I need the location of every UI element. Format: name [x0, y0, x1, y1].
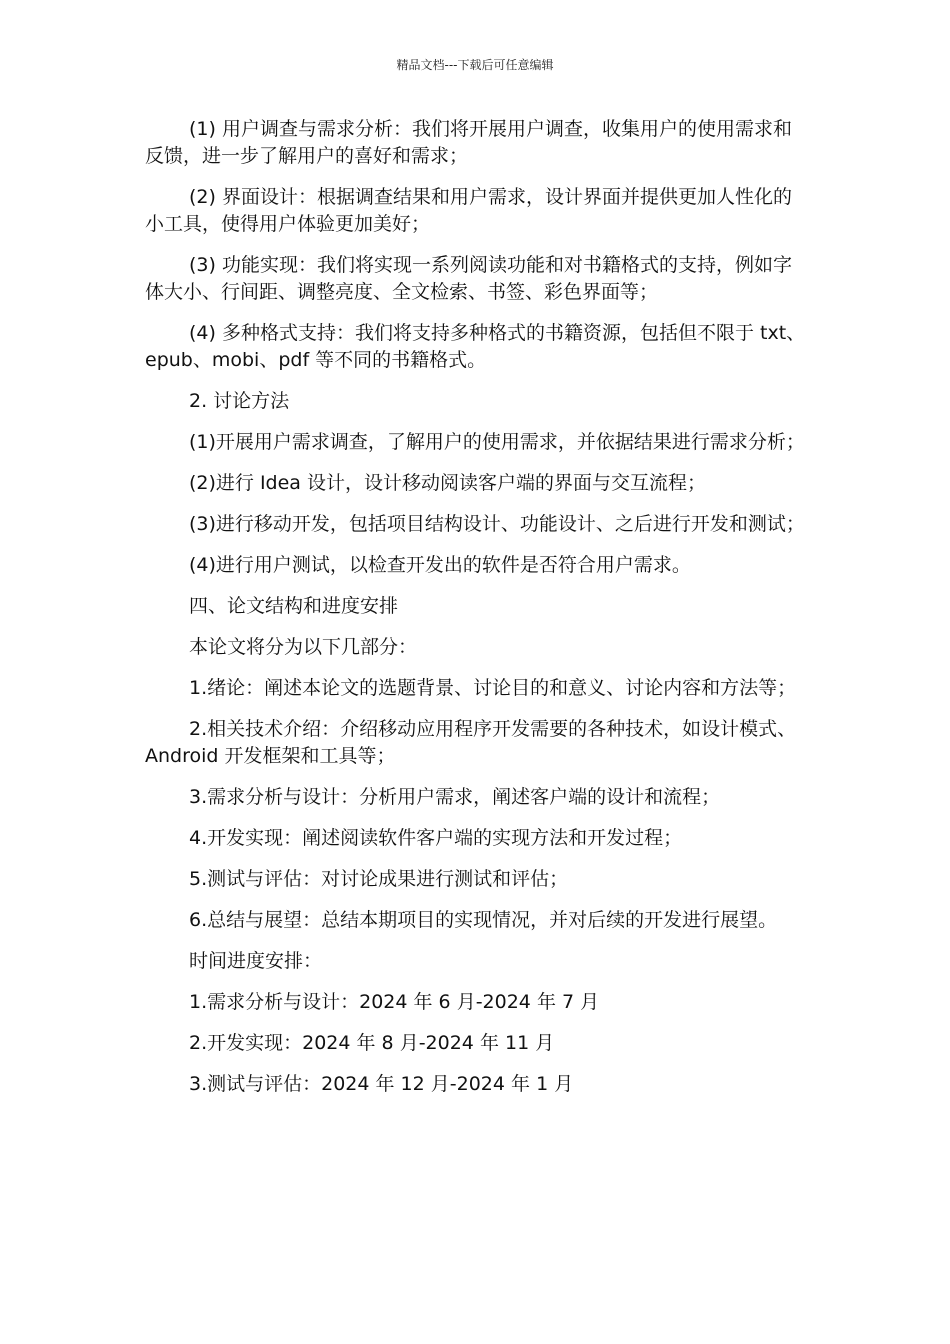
- section-heading: 时间进度安排：: [189, 950, 323, 972]
- paragraph-item: (4) 多种格式支持：我们将支持多种格式的书籍资源，包括但不限于 txt、epub、mobi、pdf 等不同的书籍格式。: [145, 322, 806, 371]
- paragraph-item: 3.需求分析与设计：分析用户需求，阐述客户端的设计和流程；: [189, 786, 721, 808]
- paragraph-item: 本论文将分为以下几部分：: [189, 636, 418, 658]
- paragraph-item: (1)开展用户需求调查，了解用户的使用需求，并依据结果进行需求分析；: [189, 431, 805, 453]
- paragraph-item: 6.总结与展望：总结本期项目的实现情况，并对后续的开发进行展望。: [189, 909, 778, 931]
- paragraph-item: (4)进行用户测试，以检查开发出的软件是否符合用户需求。: [189, 554, 691, 576]
- schedule-item: 3.测试与评估：2024 年 12 月-2024 年 1 月: [189, 1073, 574, 1095]
- paragraph-item: 4.开发实现：阐述阅读软件客户端的实现方法和开发过程；: [189, 827, 683, 849]
- paragraph-item: (3) 功能实现：我们将实现一系列阅读功能和对书籍格式的支持，例如字体大小、行间距、调整亮度、全文检索、书签、彩色界面等；: [145, 254, 792, 303]
- paragraph-item: (1) 用户调查与需求分析：我们将开展用户调查，收集用户的使用需求和反馈，进一步了解用户的喜好和需求；: [145, 118, 792, 167]
- paragraph-item: 5.测试与评估：对讨论成果进行测试和评估；: [189, 868, 569, 890]
- paragraph-item: 1.绪论：阐述本论文的选题背景、讨论目的和意义、讨论内容和方法等；: [189, 677, 797, 699]
- schedule-item: 1.需求分析与设计：2024 年 6 月-2024 年 7 月: [189, 991, 600, 1013]
- paragraph-item: (2)进行 Idea 设计，设计移动阅读客户端的界面与交互流程；: [189, 472, 706, 494]
- paragraph-item: 2.相关技术介绍：介绍移动应用程序开发需要的各种技术，如设计模式、Android 开发框架和工具等；: [145, 718, 797, 767]
- page-header: 精品文档---下载后可任意编辑: [396, 58, 554, 72]
- document-body: [145, 116, 809, 1112]
- schedule-item: 2.开发实现：2024 年 8 月-2024 年 11 月: [189, 1032, 555, 1054]
- section-heading: 四、论文结构和进度安排: [189, 595, 399, 617]
- paragraph-item: (3)进行移动开发，包括项目结构设计、功能设计、之后进行开发和测试；: [189, 513, 805, 535]
- paragraph-item: (2) 界面设计：根据调查结果和用户需求，设计界面并提供更加人性化的小工具，使得用户体验更加美好；: [145, 186, 792, 235]
- section-heading: 2. 讨论方法: [189, 390, 290, 412]
